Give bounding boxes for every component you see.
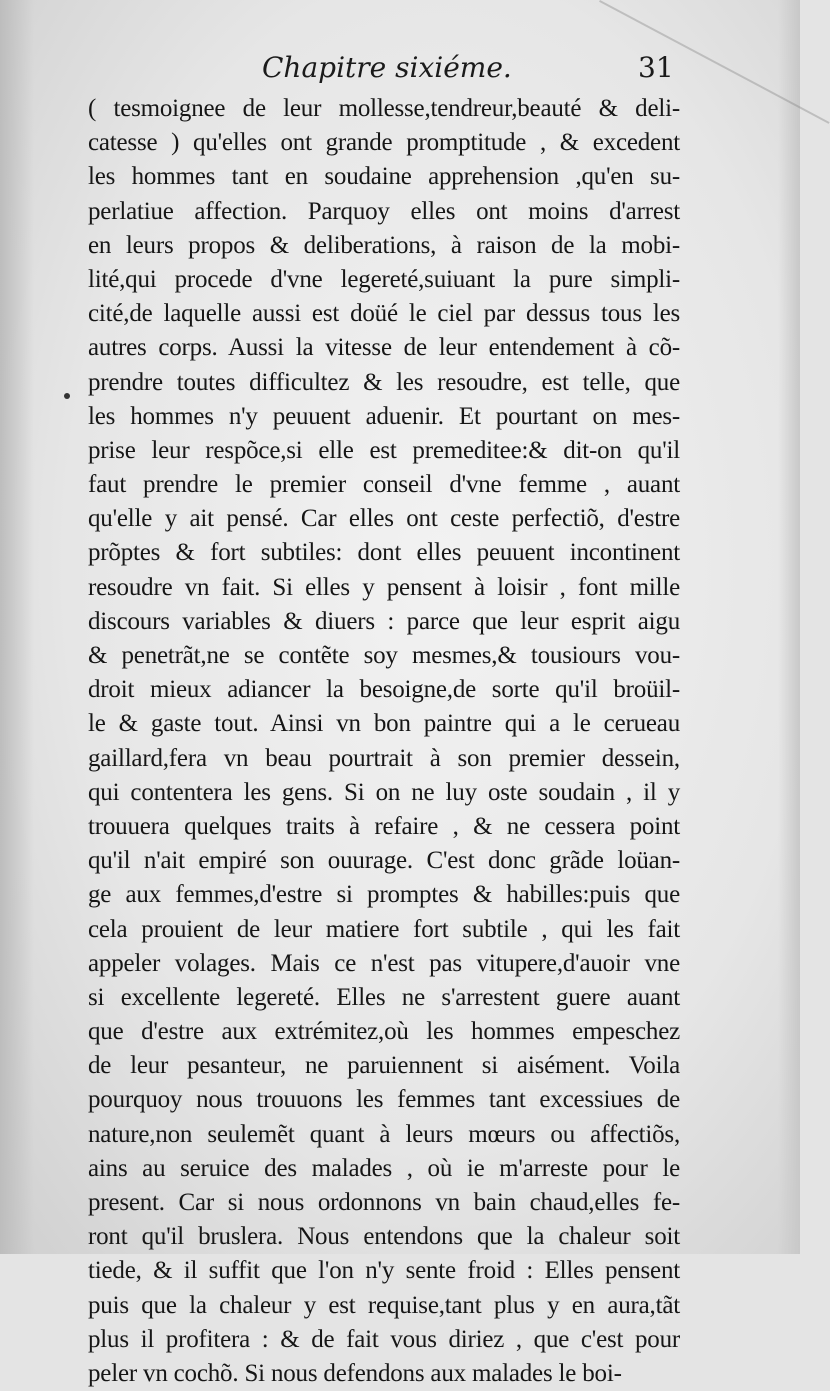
running-head: Chapitre sixiéme. (262, 51, 512, 84)
text-line: cité,de laquelle aussi est doüé le ciel par dessus tous les (88, 300, 680, 328)
text-line: les hommes tant en soudaine apprehension ,qu'en su- (88, 163, 680, 191)
text-line: le & gaste tout. Ainsi vn bon paintre qui a le cerueau (88, 710, 680, 738)
text-line: resoudre vn fait. Si elles y pensent à loisir , font mille (88, 573, 680, 601)
body-text (88, 92, 680, 1391)
text-line: prõptes & fort subtiles: dont elles peuuent incontinent (88, 539, 680, 567)
text-line: & penetrãt,ne se contẽte soy mesmes,& tousiours vou- (88, 642, 680, 669)
text-line: perlatiue affection. Parquoy elles ont moins d'arrest (88, 197, 680, 225)
text-line: discours variables & diuers : parce que leur esprit aigu (88, 607, 680, 635)
text-line: puis que la chaleur y est requise,tant plus y en aura,tãt (88, 1291, 680, 1319)
margin-mark (64, 393, 70, 399)
text-line: autres corps. Aussi la vitesse de leur entendement à cõ- (88, 334, 680, 362)
text-line: tiede, & il suffit que l'on n'y sente froid : Elles pensent (88, 1257, 680, 1285)
page-shadow-right (778, 0, 800, 1254)
text-line: qui contentera les gens. Si on ne luy oste soudain , il y (88, 778, 680, 806)
text-line: nature,non seulemẽt quant à leurs mœurs ou affectiõs, (88, 1120, 680, 1148)
text-line: present. Car si nous ordonnons vn bain chaud,elles fe- (88, 1189, 680, 1216)
text-line: si excellente legereté. Elles ne s'arrestent guere auant (88, 983, 680, 1011)
text-line: cela prouient de leur matiere fort subtile , qui les fait (88, 915, 680, 943)
text-line: gaillard,fera vn beau pourtrait à son premier dessein, (88, 744, 680, 772)
text-line: les hommes n'y peuuent aduenir. Et pourtant on mes- (88, 402, 680, 430)
text-line: ront qu'il bruslera. Nous entendons que la chaleur soit (88, 1223, 680, 1251)
text-line: ge aux femmes,d'estre si promptes & habilles:puis que (88, 881, 680, 909)
text-line: faut prendre le premier conseil d'vne femme , auant (88, 471, 680, 499)
text-line: qu'il n'ait empiré son ouurage. C'est donc grãde loüan- (88, 847, 680, 875)
text-line: prendre toutes difficultez & les resoudre, est telle, que (88, 368, 680, 396)
text-line: en leurs propos & deliberations, à raison de la mobi- (88, 231, 680, 259)
text-line: que d'estre aux extrémitez,où les hommes empeschez (88, 1018, 680, 1046)
text-line: plus il profitera : & de fait vous diriez , que c'est pour (88, 1325, 680, 1353)
page-number: 31 (638, 51, 674, 84)
text-line: trouuera quelques traits à refaire , & ne cessera point (88, 812, 680, 840)
text-line: de leur pesanteur, ne paruiennent si aisément. Voila (88, 1052, 680, 1080)
text-line: qu'elle y ait pensé. Car elles ont ceste perfectiõ, d'estre (88, 505, 680, 533)
page-shadow-left (0, 0, 34, 1254)
text-line: catesse ) qu'elles ont grande promptitude , & excedent (88, 129, 680, 157)
text-line: lité,qui procede d'vne legereté,suiuant la pure simpli- (88, 265, 680, 293)
text-line: ( tesmoignee de leur mollesse,tendreur,beauté & deli- (88, 95, 680, 122)
text-line: prise leur respõce,si elle est premeditee:& dit-on qu'il (88, 436, 680, 464)
text-line: pourquoy nous trouuons les femmes tant excessiues de (88, 1086, 680, 1114)
text-line: appeler volages. Mais ce n'est pas vitupere,d'auoir vne (88, 949, 680, 977)
text-line: peler vn cochõ. Si nous defendons aux malades le boi- (88, 1359, 622, 1387)
text-line: ains au seruice des malades , où ie m'arreste pour le (88, 1154, 680, 1182)
text-line: droit mieux adiancer la besoigne,de sorte qu'il broüil- (88, 676, 680, 704)
